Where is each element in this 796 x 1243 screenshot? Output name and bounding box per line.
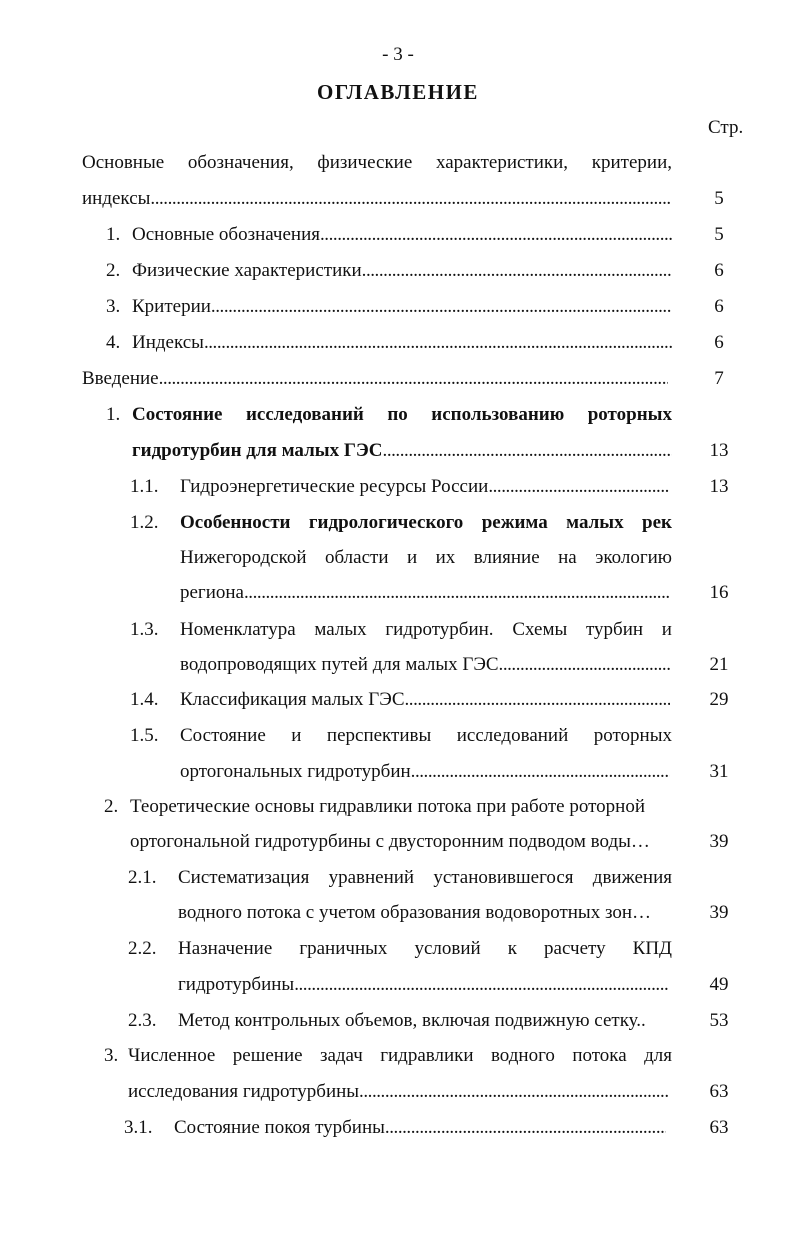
toc-entry-number: 2. [106, 260, 121, 281]
toc-entry-label: водопроводящих путей для малых ГЭС [180, 654, 499, 675]
dot-leader [362, 256, 672, 286]
toc-chapter-3-line2[interactable] [128, 1077, 732, 1107]
toc-entry-label: ортогональной гидротурбины с двусторонним подводом воды… [130, 831, 650, 852]
toc-word: и [406, 547, 418, 568]
toc-entry-notation-line1[interactable] [82, 148, 672, 178]
toc-page-ref: 39 [709, 831, 729, 852]
toc-section-2-3[interactable] [128, 1006, 732, 1036]
toc-word: Численное [128, 1045, 216, 1066]
toc-section-2-2-line2[interactable] [178, 970, 732, 1000]
dot-leader [488, 472, 670, 502]
toc-page-ref: 5 [714, 188, 724, 209]
toc-word: использованию [431, 404, 565, 425]
toc-word: малых [314, 619, 367, 640]
dot-leader [385, 1113, 666, 1143]
dot-leader [244, 578, 670, 608]
toc-word: Схемы [512, 619, 568, 640]
toc-word: установившегося [433, 867, 574, 888]
toc-word: потока [572, 1045, 627, 1066]
toc-word: водного [490, 1045, 555, 1066]
toc-section-2-2-line1[interactable] [178, 934, 672, 964]
dot-leader [211, 292, 672, 322]
toc-section-1-1[interactable] [130, 472, 732, 502]
toc-entry-label: Гидроэнергетические ресурсы России [180, 476, 489, 497]
toc-section-1-2-line1[interactable] [180, 508, 672, 538]
toc-entry-label: Индексы [132, 332, 204, 353]
toc-word: Назначение [178, 938, 273, 959]
toc-page-ref: 53 [709, 1010, 729, 1031]
toc-word: условий [414, 938, 481, 959]
toc-entry-label: Классификация малых ГЭС [180, 689, 405, 710]
toc-word: рек [642, 512, 672, 533]
toc-page-ref: 6 [714, 296, 724, 317]
toc-word: Особенности [180, 512, 291, 533]
toc-word: роторных [593, 725, 672, 746]
toc-word: по [387, 404, 408, 425]
toc-entry-3[interactable] [106, 292, 732, 322]
toc-entry-label: водного потока с учетом образования водоворотных зон… [178, 902, 652, 923]
toc-section-1-2-line3[interactable] [180, 578, 732, 608]
toc-entry-number: 1.1. [130, 476, 159, 497]
toc-word: Систематизация [178, 867, 310, 888]
toc-entry-label: исследования гидротурбины [128, 1081, 360, 1102]
toc-entry-4[interactable] [106, 328, 732, 358]
toc-entry-label: гидротурбины [178, 974, 295, 995]
toc-word: перспективы [326, 725, 432, 746]
toc-entry-number: 1. [106, 224, 121, 245]
toc-entry-1[interactable] [106, 220, 732, 250]
toc-entry-number: 2.1. [128, 867, 157, 888]
toc-section-1-4[interactable] [130, 685, 732, 715]
toc-word: роторных [587, 404, 672, 425]
dot-leader [383, 436, 672, 466]
toc-page-ref: 6 [714, 332, 724, 353]
toc-word: критерии, [591, 152, 672, 173]
toc-section-2-2-number [128, 934, 174, 964]
dot-leader [204, 328, 672, 358]
toc-word: расчету [544, 938, 606, 959]
toc-entry-number: 3. [104, 1045, 119, 1066]
toc-section-3-1[interactable] [124, 1113, 732, 1143]
toc-entry-label: Критерии [132, 296, 211, 317]
toc-section-1-2-number [130, 508, 176, 538]
toc-page-ref: 21 [709, 654, 729, 675]
toc-word: физические [317, 152, 413, 173]
toc-word: граничных [299, 938, 388, 959]
toc-entry-label: индексы [82, 188, 151, 209]
toc-word: движения [592, 867, 672, 888]
toc-word: влияние [473, 547, 540, 568]
toc-entry-label: Метод контрольных объемов, включая подвижную сетку.. [178, 1010, 646, 1031]
toc-title: ОГЛАВЛЕНИЕ [317, 80, 479, 104]
toc-section-2-1-line1[interactable] [178, 863, 672, 893]
toc-word: решение [232, 1045, 303, 1066]
toc-word: исследований [245, 404, 364, 425]
toc-entry-introduction[interactable] [82, 364, 732, 394]
toc-entry-number: 1.4. [130, 689, 159, 710]
toc-entry-label: Основные обозначения [132, 224, 320, 245]
toc-page-ref: 16 [709, 582, 729, 603]
toc-word: их [435, 547, 456, 568]
toc-section-1-5-number [130, 721, 176, 751]
toc-word: исследований [456, 725, 569, 746]
toc-word: на [558, 547, 577, 568]
toc-chapter-3-line1[interactable] [128, 1041, 672, 1071]
toc-word: Номенклатура [180, 619, 296, 640]
toc-entry-number: 2. [104, 796, 119, 817]
toc-word: Нижегородской [180, 547, 307, 568]
dot-leader [499, 650, 670, 680]
toc-word: экологию [595, 547, 672, 568]
toc-entry-number: 1. [106, 404, 121, 425]
toc-entry-label: Теоретические основы гидравлики потока при работе роторной [130, 796, 645, 817]
toc-section-1-5-line1[interactable] [180, 721, 672, 751]
toc-chapter-2-line1[interactable] [104, 792, 674, 822]
toc-section-1-3-line1[interactable] [180, 615, 672, 645]
toc-word: для [644, 1045, 672, 1066]
toc-section-2-1-number [128, 863, 174, 893]
toc-entry-number: 4. [106, 332, 121, 353]
toc-entry-number: 3. [106, 296, 121, 317]
toc-entry-number: 2.3. [128, 1010, 157, 1031]
toc-page-ref: 6 [714, 260, 724, 281]
toc-entry-label: Физические характеристики [132, 260, 362, 281]
toc-section-2-1-line2[interactable] [178, 898, 732, 928]
toc-entry-label: Введение [82, 368, 159, 389]
toc-section-1-3-number [130, 615, 176, 645]
toc-entry-number: 3.1. [124, 1117, 153, 1138]
toc-word: области [324, 547, 389, 568]
toc-page-ref: 7 [714, 368, 724, 389]
toc-page-ref: 31 [709, 761, 729, 782]
toc-entry-number: 2.2. [128, 938, 157, 959]
toc-entry-label: Состояние покоя турбины [174, 1117, 385, 1138]
toc-chapter-1-line2[interactable] [132, 436, 732, 466]
toc-page-ref: 39 [709, 902, 729, 923]
toc-chapter-1-line1[interactable] [132, 400, 672, 430]
toc-word: Основные [82, 152, 165, 173]
toc-word: и [291, 725, 302, 746]
toc-entry-label: гидротурбин для малых ГЭС [132, 440, 383, 461]
toc-word: характеристики, [436, 152, 569, 173]
toc-entry-label: ортогональных гидротурбин [180, 761, 411, 782]
toc-chapter-2-line2[interactable] [130, 827, 732, 857]
toc-page-ref: 49 [709, 974, 729, 995]
toc-word: уравнений [328, 867, 415, 888]
dot-leader [405, 685, 671, 715]
dot-leader [359, 1077, 668, 1107]
toc-word: задач [319, 1045, 363, 1066]
toc-word: малых [566, 512, 624, 533]
toc-word: гидротурбин. [385, 619, 494, 640]
toc-page-ref: 63 [709, 1117, 729, 1138]
toc-word: к [507, 938, 517, 959]
toc-word: гидрологического [308, 512, 464, 533]
toc-word: обозначения, [187, 152, 294, 173]
dot-leader [150, 184, 672, 214]
toc-entry-number: 1.2. [130, 512, 159, 533]
page-number: - 3 - [382, 44, 414, 65]
toc-word: Состояние [180, 725, 266, 746]
toc-page-ref: 13 [709, 440, 729, 461]
page-column-label: Стр. [708, 117, 744, 138]
toc-word: режима [481, 512, 548, 533]
toc-page-ref: 5 [714, 224, 724, 245]
dot-leader [320, 220, 672, 250]
toc-section-1-2-line2[interactable] [180, 543, 672, 573]
toc-word: гидравлики [380, 1045, 474, 1066]
toc-entry-number: 1.5. [130, 725, 159, 746]
toc-section-1-3-line2[interactable] [180, 650, 732, 680]
dot-leader [294, 970, 668, 1000]
dot-leader [411, 757, 670, 787]
toc-entry-notation-line2[interactable] [82, 184, 732, 214]
toc-word: КПД [632, 938, 672, 959]
toc-section-1-5-line2[interactable] [180, 757, 732, 787]
toc-page-ref: 13 [709, 476, 729, 497]
toc-word: турбин [585, 619, 644, 640]
toc-page-ref: 63 [709, 1081, 729, 1102]
toc-word: Состояние [132, 404, 223, 425]
toc-word: и [661, 619, 672, 640]
toc-entry-2[interactable] [106, 256, 732, 286]
toc-entry-label: региона [180, 582, 244, 603]
toc-page-ref: 29 [709, 689, 729, 710]
toc-entry-number: 1.3. [130, 619, 159, 640]
dot-leader [159, 364, 668, 394]
